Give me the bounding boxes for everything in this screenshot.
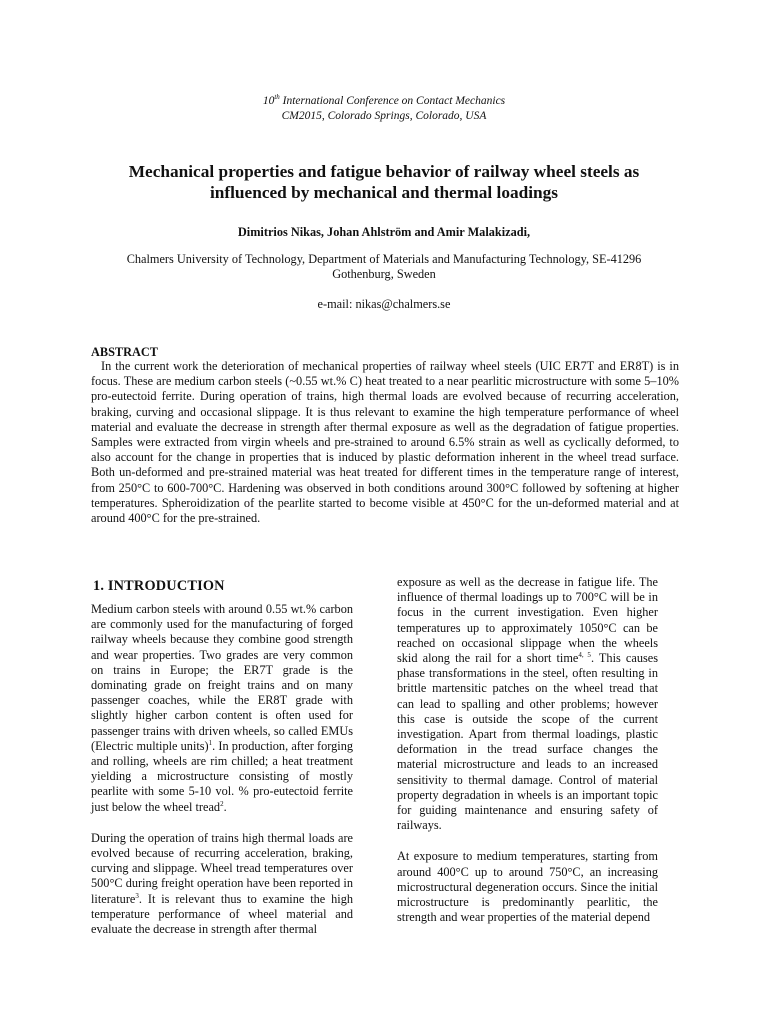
conference-header	[0, 94, 768, 124]
intro-p1-text-a: Medium carbon steels with around 0.55 wt.% carbon are commonly used for the manufacturing of forged railway wheels because they combine good strength and wear properties. Two grades are very common on trains in Europe; the ER7T grade is the dominating grade on freight trains and on many passenger coaches, while the ER8T grade with slightly higher carbon content is often used for passenger trains with driven wheels, so called EMUs (Electric multiple units)	[91, 602, 353, 753]
contact-email: e-mail: nikas@chalmers.se	[317, 297, 451, 311]
paragraph-gap	[91, 815, 353, 831]
conference-line-2: CM2015, Colorado Springs, Colorado, USA	[281, 110, 487, 122]
right-column	[397, 575, 658, 925]
paragraph-gap	[397, 833, 658, 849]
paper-title: Mechanical properties and fatigue behavior of railway wheel steels as influenced by mechanical and thermal loadings	[128, 162, 640, 202]
intro-p1-text-b: . In production, after forging and rolling, wheels are rim chilled; a heat treatment yielding a microstructure consisting of mostly pearlite with some 5-10 vol. % pro-eutectoid ferrite just below the wheel tread	[91, 738, 353, 814]
affiliation-line-2: Gothenburg, Sweden	[332, 267, 436, 281]
citation-4-5: 4, 5	[578, 651, 591, 660]
affiliation-line-1: Chalmers University of Technology, Department of Materials and Manufacturing Technology, SE-41296	[126, 252, 642, 266]
intro-paragraph-3	[397, 575, 658, 833]
intro-p2-text-b: . It is relevant thus to examine the high temperature performance of wheel material and evaluate the decrease in strength after thermal	[91, 891, 353, 937]
citation-3: 3	[135, 891, 139, 900]
intro-paragraph-2	[91, 831, 353, 937]
intro-p3-text-a: exposure as well as the decrease in fatigue life. The influence of thermal loadings up to 700°C will be in focus in the current investigation. Even higher temperatures up to approximately 1050°C can be reached on occasional slippage when the wheels skid along the rail for a short time	[397, 575, 658, 666]
intro-p1-text-c: .	[223, 799, 227, 814]
intro-p2-text-a: During the operation of trains high thermal loads are evolved because of recurring acceleration, braking, curving and slippage. Wheel tread temperatures over 500°C during freight operation have been reported in literature	[91, 830, 353, 906]
abstract-heading: ABSTRACT	[91, 345, 158, 359]
conference-edition-number: 10	[262, 95, 275, 107]
citation-1: 1	[208, 738, 213, 747]
conference-name: International Conference on Contact Mechanics	[279, 95, 506, 107]
intro-paragraph-1	[91, 602, 353, 815]
introduction-heading: 1. INTRODUCTION	[93, 578, 225, 594]
intro-p3-text-b: . This causes phase transformations in the steel, often resulting in brittle martensitic patches on the wheel tread that can lead to spalling and other problems; however this case is outside the scope of the current investigation. Apart from thermal loadings, plastic deformation in the tread surface changes the material microstructure and leads to an increased sensitivity to thermal damage. Control of material property degradation in wheels is an important topic for guiding maintenance and ensuring safety of railways.	[397, 651, 658, 833]
left-column	[91, 602, 353, 937]
paper-authors: Dimitrios Nikas, Johan Ahlström and Amir Malakizadi,	[237, 225, 531, 239]
citation-2: 2	[220, 799, 224, 808]
intro-paragraph-4: At exposure to medium temperatures, starting from around 400°C up to around 750°C, an increasing microstructural degeneration occurs. Since the initial microstructure is predominantly pearlitic, the strength and wear properties of the material depend	[397, 849, 658, 925]
abstract-text: In the current work the deterioration of mechanical properties of railway wheel steels (UIC ER7T and ER8T) is in focus. These are medium carbon steels (~0.55 wt.% C) heat treated to a near pearlitic microstructure with some 5–10% pro-eutectoid ferrite. During operation of trains, high thermal loads are evolved because of recurring acceleration, braking, curving and occasional slippage. It is thus relevant to examine the high temperature performance of wheel material and evaluate the decrease in strength after thermal exposure as well as the degradation of fatigue properties. Samples were extracted from virgin wheels and pre-strained to around 6.5% strain as well as cyclically deformed, to also account for the change in properties that is induced by plastic deformation inherent in the wheel tread surface. Both un-deformed and pre-strained material was heat treated for different times in the temperature range of interest, from 250°C to 600-700°C. Hardening was observed in both conditions around 300°C followed by softening at higher temperatures. Spheroidization of the pearlite started to become visible at 450°C for the un-deformed material and at around 400°C for the pre-strained.	[91, 359, 679, 526]
affiliation	[100, 252, 668, 282]
conference-line-1	[0, 94, 768, 109]
conference-edition-suffix: th	[274, 93, 280, 101]
